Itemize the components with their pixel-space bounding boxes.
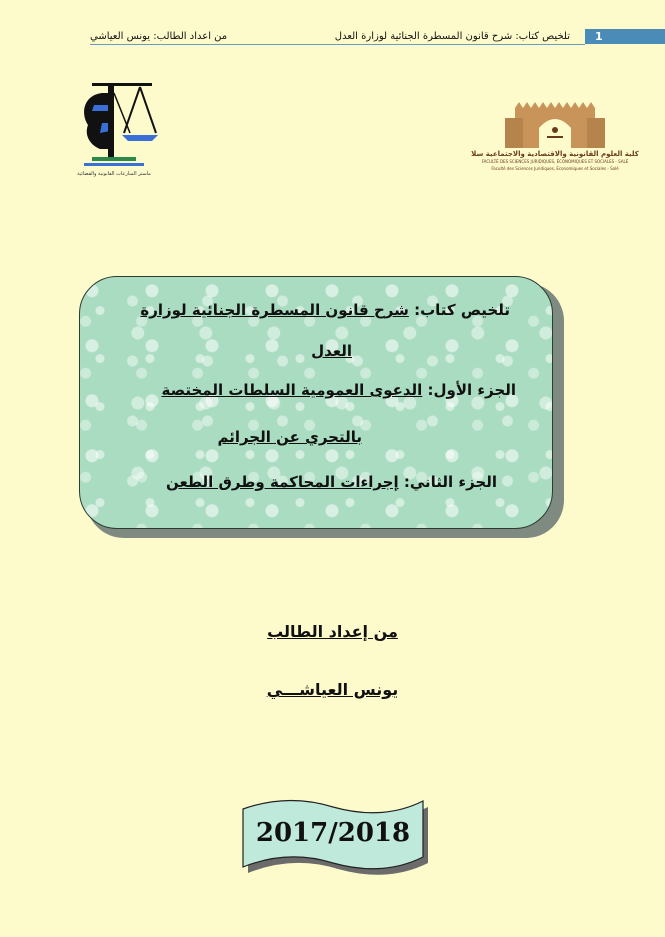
part-one-title-cont: بالتحري عن الجرائم (217, 428, 362, 446)
part-one-continuation (217, 428, 362, 446)
book-title-line (140, 301, 510, 319)
part-two-title: إجراءات المحاكمة وطرق الطعن (165, 473, 399, 491)
title-box (79, 276, 553, 529)
faculty-name-latin-2: Faculté des Sciences Juridiques, Economiques et Sociales - Salé (491, 166, 619, 171)
author-name-text: يونس العياشـــي (266, 680, 399, 699)
book-title-cont: العدل (311, 342, 352, 360)
header-divider (90, 44, 585, 45)
part-one-prefix: الجزء الأول: (422, 381, 516, 399)
part-two-prefix: الجزء الثاني: (398, 473, 497, 491)
header-title: تلخيص كتاب: شرح قانون المسطرة الجنائية لوزارة العدل (334, 31, 570, 42)
header-author: من اعداد الطالب: يونس العياشي (90, 31, 228, 42)
page-header (0, 31, 665, 45)
part-one-line (161, 381, 516, 399)
book-title-continuation (311, 342, 352, 360)
faculty-name-arabic: كلية العلوم القانونية والاقتصادية والاجتماعية سلا (471, 150, 639, 158)
left-logo-caption: ماستر المنازعات القانونية والقضائية (77, 171, 151, 177)
page-number: 1 (595, 30, 603, 43)
faculty-name-latin: FACULTÉ DES SCIENCES JURIDIQUES, ÉCONOMIQUES ET SOCIALES - SALÉ (481, 159, 629, 164)
book-title-prefix: تلخيص كتاب: (408, 301, 510, 319)
faculty-logo (465, 88, 645, 178)
part-one-title: الدعوى العمومية السلطات المختصة (161, 381, 423, 399)
academic-year: 2017/2018 (255, 818, 411, 848)
prepared-by-text: من إعداد الطالب (267, 622, 398, 641)
author-name (200, 680, 465, 699)
page-number-badge (585, 29, 665, 44)
book-title: شرح قانون المسطرة الجنائية لوزارة (140, 301, 409, 319)
prepared-by-label (200, 622, 465, 641)
part-two-line (166, 473, 497, 491)
